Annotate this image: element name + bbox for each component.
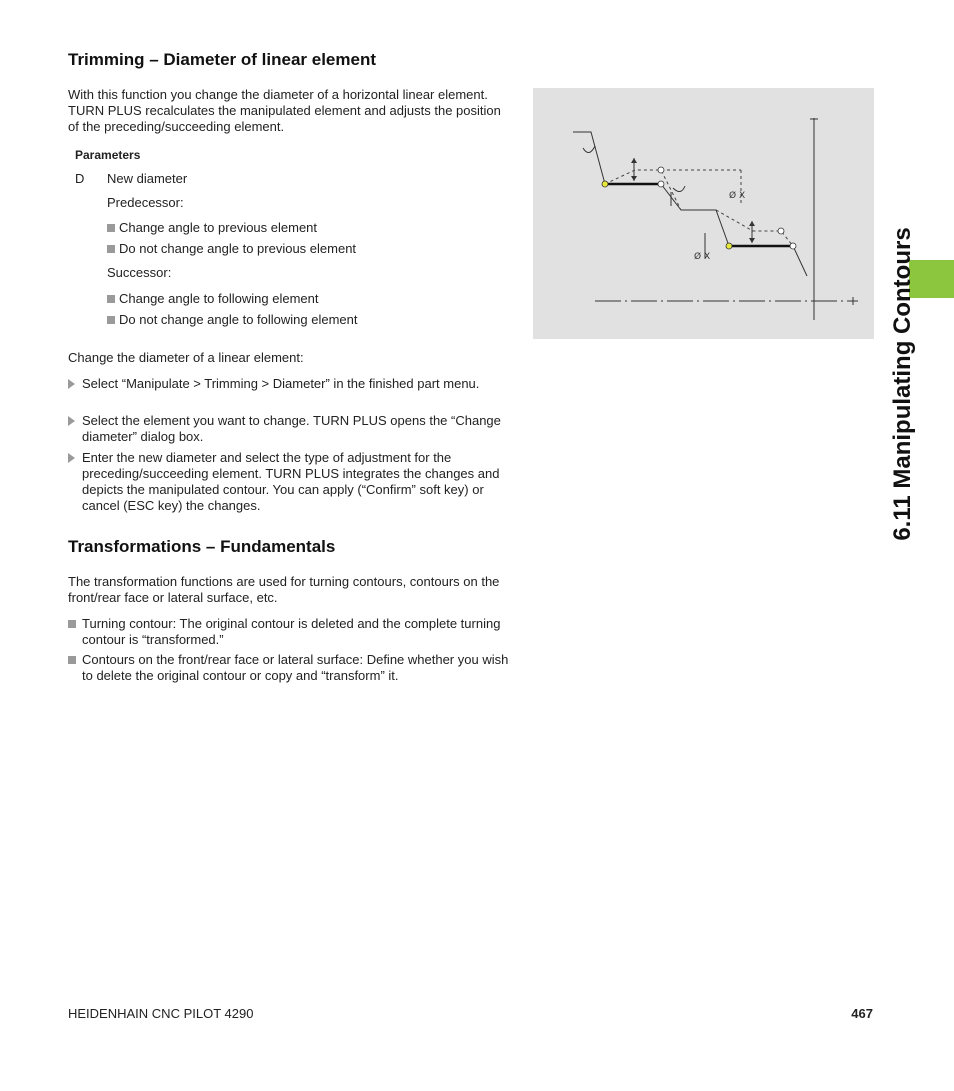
angle-arc-1 — [583, 146, 595, 153]
param-new-diameter: New diameter — [107, 171, 188, 186]
parameters-title: Parameters — [75, 148, 141, 162]
bullet-square-icon — [107, 316, 115, 324]
predecessor-option: Change angle to previous element — [107, 220, 317, 236]
bullet-item: Turning contour: The original contour is deleted and the complete turning contour is “transformed.” — [68, 616, 514, 648]
diameter-label: Ø X — [694, 252, 711, 262]
section-heading-trimming: Trimming – Diameter of linear element — [68, 50, 376, 69]
section-heading-transformations: Transformations – Fundamentals — [68, 537, 336, 556]
triangle-arrow-icon — [68, 453, 75, 463]
contour-diagram — [533, 88, 874, 339]
predecessor-label: Predecessor: — [107, 195, 184, 210]
footer-product: HEIDENHAIN CNC PILOT 4290 — [68, 1006, 254, 1021]
successor-option: Change angle to following element — [107, 291, 318, 307]
transformations-intro: The transformation functions are used for turning contours, contours on the front/rear face or lateral surface, etc. — [68, 574, 500, 605]
bullet-square-icon — [107, 295, 115, 303]
angle-arc-2 — [673, 186, 685, 192]
page-number: 467 — [851, 1006, 873, 1021]
bullet-square-icon — [107, 245, 115, 253]
triangle-arrow-icon — [68, 416, 75, 426]
successor-option: Do not change angle to following element — [107, 312, 358, 328]
step-item: Select the element you want to change. TURN PLUS opens the “Change diameter” dialog box. — [68, 413, 514, 445]
step-item: Enter the new diameter and select the type of adjustment for the preceding/succeeding element. TURN PLUS integrates the changes and depicts the manipulated contour. You can apply (“Confirm” soft key) or cancel (ESC key) the changes. — [68, 450, 514, 514]
bullet-square-icon — [68, 656, 76, 664]
contour-diagram-svg — [533, 88, 874, 339]
original-contour — [573, 132, 807, 276]
predecessor-option: Do not change angle to previous element — [107, 241, 356, 257]
point-marker-white — [658, 167, 664, 173]
triangle-arrow-icon — [68, 379, 75, 389]
point-marker-white — [658, 181, 664, 187]
param-key-d: D — [75, 171, 85, 186]
bullet-item: Contours on the front/rear face or lateral surface: Define whether you wish to delete the original contour or copy and “transform” it. — [68, 652, 514, 684]
diameter-label: Ø X — [729, 191, 746, 201]
successor-label: Successor: — [107, 265, 172, 280]
step-item: Select “Manipulate > Trimming > Diameter” in the finished part menu. — [68, 376, 514, 392]
bullet-square-icon — [68, 620, 76, 628]
trimming-lead: Change the diameter of a linear element: — [68, 350, 304, 365]
point-marker-white — [778, 228, 784, 234]
bullet-square-icon — [107, 224, 115, 232]
point-marker-yellow — [602, 181, 608, 187]
trimming-intro: With this function you change the diameter of a horizontal linear element. TURN PLUS recalculates the manipulated element and adjusts the position of the preceding/succeeding element. — [68, 87, 501, 134]
dashed-contour-1 — [605, 170, 681, 210]
point-marker-white — [790, 243, 796, 249]
point-marker-yellow — [726, 243, 732, 249]
